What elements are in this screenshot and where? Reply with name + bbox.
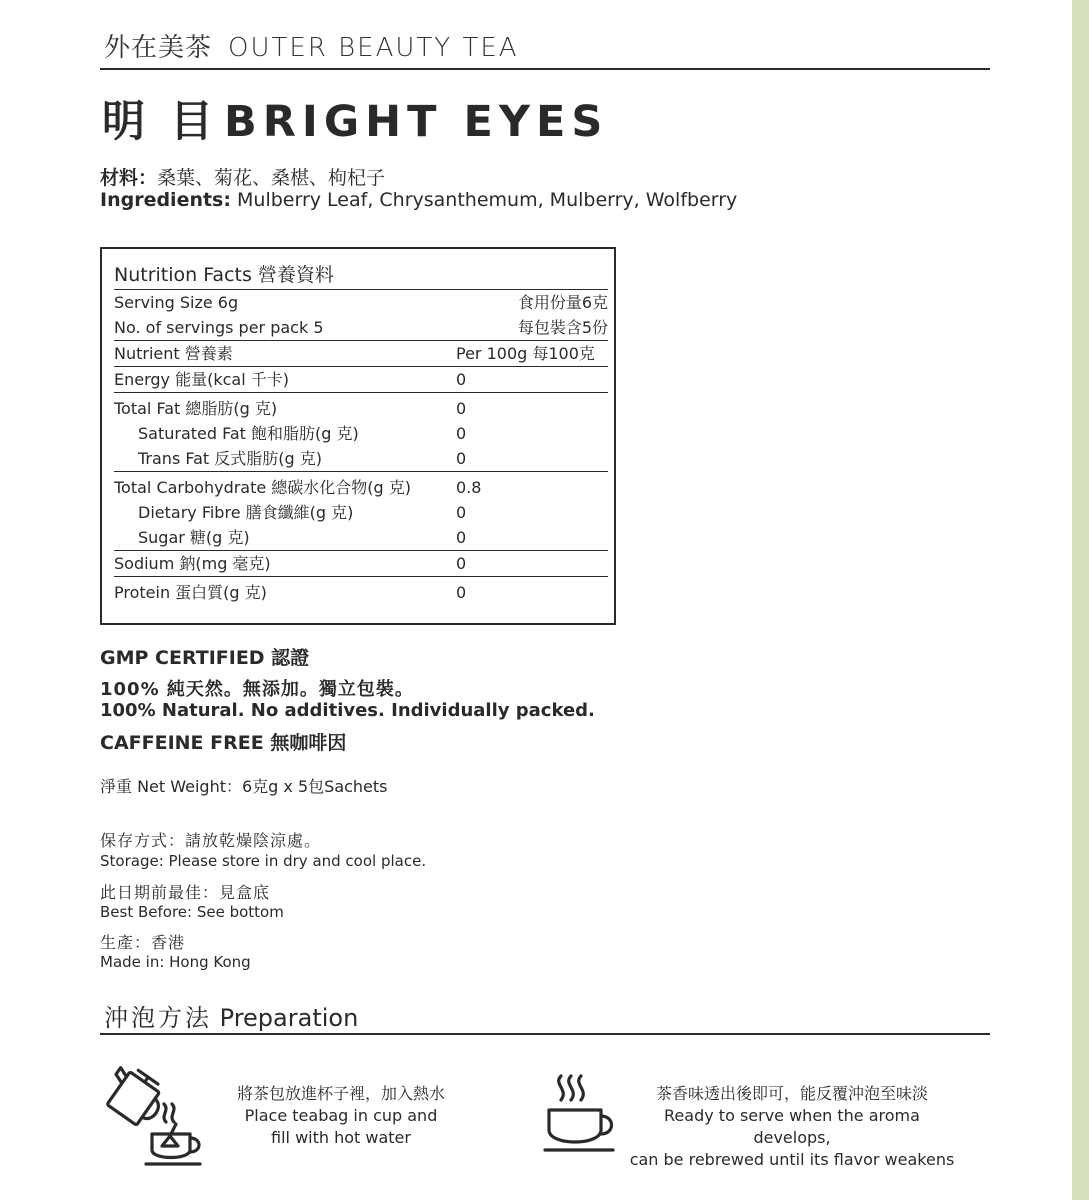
preparation-divider	[100, 1033, 990, 1035]
brand-name-en: OUTER BEAUTY TEA	[228, 33, 519, 63]
table-row	[114, 396, 608, 421]
natural-claim-en: 100% Natural. No additives. Individually packed.	[100, 700, 595, 721]
product-title-zh: 明 目	[102, 97, 218, 147]
storage-zh: 保存方式：請放乾燥陰涼處。	[100, 831, 322, 850]
preparation-heading	[104, 998, 358, 1033]
ingredients-zh-label: 材料：	[100, 167, 158, 189]
table-row	[114, 367, 608, 393]
nutrient-value: 0	[456, 424, 467, 443]
header-divider	[100, 68, 990, 70]
step-1-en-line-1: Place teabag in cup and	[244, 1106, 438, 1125]
side-accent-bar	[1072, 0, 1089, 1200]
ingredients-en-text: Mulberry Leaf, Chrysanthemum, Mulberry, Wolfberry	[237, 189, 738, 211]
nutrient-value: 0	[456, 503, 467, 522]
storage-en: Storage: Please store in dry and cool place.	[100, 852, 427, 870]
nutrient-value: 0	[456, 583, 467, 602]
table-row	[114, 475, 608, 500]
step-2-zh: 茶香味透出後即可，能反覆沖泡至味淡	[655, 1084, 928, 1103]
natural-claim-zh: 100% 純天然。無添加。獨立包裝。	[100, 679, 414, 700]
preparation-title-en: Preparation	[219, 1004, 359, 1032]
nutrient-label: Total Fat 總脂肪(g 克)	[114, 399, 278, 418]
product-title-en: BRIGHT EYES	[223, 97, 609, 147]
table-row	[114, 500, 608, 525]
caffeine-free: CAFFEINE FREE 無咖啡因	[100, 732, 347, 754]
made-in-en: Made in: Hong Kong	[100, 953, 251, 971]
product-title	[102, 88, 608, 149]
servings-per-pack: No. of servings per pack 5	[114, 318, 324, 337]
preparation-step-1	[206, 1083, 476, 1149]
nutrient-label: Sugar 糖(g 克)	[138, 528, 250, 547]
nutrient-label: Protein 蛋白質(g 克)	[114, 583, 267, 602]
nutrition-facts-title: Nutrition Facts 營養資料	[114, 261, 608, 290]
table-row	[114, 446, 608, 472]
nutrient-value: 0	[456, 449, 467, 468]
brand-name-zh: 外在美茶	[104, 33, 213, 63]
nutrient-value: 0	[456, 399, 467, 418]
nutrition-facts-table	[100, 247, 616, 625]
net-weight: 淨重 Net Weight：6克g x 5包Sachets	[100, 777, 388, 796]
ingredients-en	[100, 189, 737, 211]
serving-size: Serving Size 6g	[114, 293, 239, 312]
ingredients-en-label: Ingredients:	[100, 189, 231, 211]
table-row	[114, 421, 608, 446]
kettle-pour-teacup-icon	[98, 1060, 208, 1168]
serving-size-zh: 食用份量6克	[517, 293, 608, 312]
step-1-en-line-2: fill with hot water	[271, 1128, 411, 1147]
ingredients-zh	[100, 163, 385, 190]
preparation-title-zh: 沖泡方法	[104, 1004, 212, 1032]
best-before-zh: 此日期前最佳：見盒底	[100, 883, 271, 902]
table-row	[114, 551, 608, 577]
ingredients-zh-text: 桑葉、菊花、桑椹、枸杞子	[157, 167, 386, 189]
brand-line	[104, 27, 519, 64]
nutrient-header: Nutrient 營養素	[114, 344, 233, 363]
per-100g-header: Per 100g 每100克	[456, 344, 595, 363]
nutrient-value: 0	[456, 554, 467, 573]
servings-per-pack-row	[114, 315, 608, 341]
table-row	[114, 525, 608, 551]
nutrient-value: 0	[456, 370, 467, 389]
steaming-cup-icon	[543, 1072, 619, 1154]
table-row	[114, 580, 608, 605]
nutrient-label: Saturated Fat 飽和脂肪(g 克)	[138, 424, 359, 443]
nutrient-header-row	[114, 341, 608, 367]
made-in-zh: 生產：香港	[100, 933, 186, 952]
nutrient-label: Trans Fat 反式脂肪(g 克)	[138, 449, 322, 468]
nutrient-value: 0.8	[456, 478, 482, 497]
step-2-en-line-1: Ready to serve when the aroma develops,	[664, 1106, 920, 1147]
step-1-zh: 將茶包放進杯子裡，加入熱水	[236, 1084, 445, 1103]
preparation-step-2	[628, 1083, 956, 1171]
nutrient-label: Sodium 鈉(mg 毫克)	[114, 554, 271, 573]
nutrient-label: Dietary Fibre 膳食纖維(g 克)	[138, 503, 354, 522]
nutrient-value: 0	[456, 528, 467, 547]
nutrient-label: Energy 能量(kcal 千卡)	[114, 370, 289, 389]
nutrient-label: Total Carbohydrate 總碳水化合物(g 克)	[114, 478, 412, 497]
gmp-certified: GMP CERTIFIED 認證	[100, 647, 310, 669]
serving-size-row	[114, 290, 608, 315]
step-2-en-line-2: can be rebrewed until its flavor weakens	[629, 1150, 955, 1169]
servings-per-pack-zh: 每包裝含5份	[517, 318, 608, 337]
best-before-en: Best Before: See bottom	[100, 903, 284, 921]
